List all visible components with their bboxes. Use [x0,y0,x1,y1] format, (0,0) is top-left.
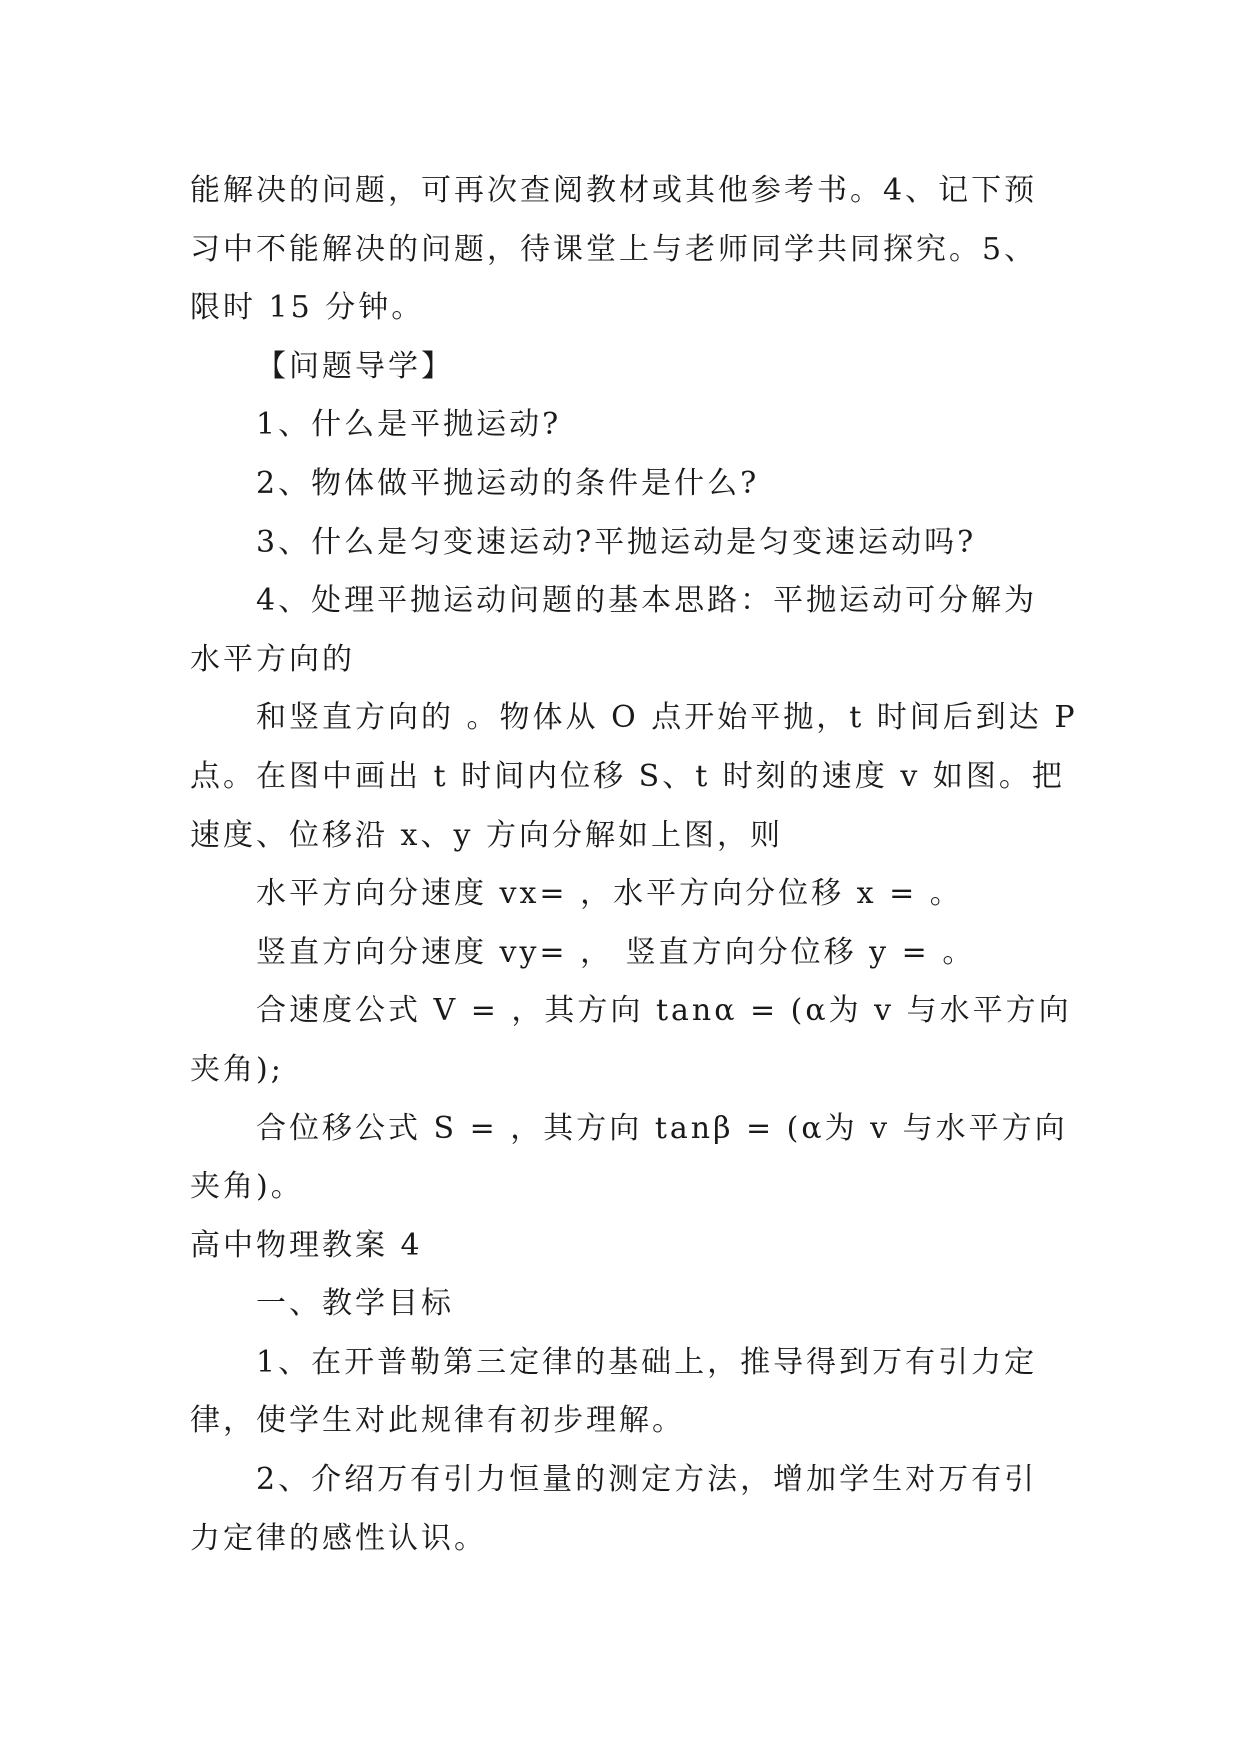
question-item: 4、处理平抛运动问题的基本思路：平抛运动可分解为 [256,583,1038,619]
document-body [190,162,1078,1568]
formula-line: 合速度公式 V = ，其方向 tanα = (α为 v 与水平方向 [256,993,1072,1029]
formula-line: 水平方向分速度 vx= ，水平方向分位移 x = 。 [256,876,963,912]
formula-line: 合位移公式 S = ，其方向 tanβ = (α为 v 与水平方向 [256,1110,1068,1146]
paragraph-line: 习中不能解决的问题，待课堂上与老师同学共同探究。5、 [190,231,1038,267]
question-item: 2、物体做平抛运动的条件是什么? [256,465,760,501]
objective-item: 2、介绍万有引力恒量的测定方法，增加学生对万有引 [256,1462,1038,1498]
section-heading: 【问题导学】 [256,348,454,384]
section-heading: 一、教学目标 [256,1286,454,1322]
paragraph-line: 夹角); [190,1051,284,1087]
question-item: 1、什么是平抛运动? [256,407,562,443]
paragraph-line: 点。在图中画出 t 时间内位移 S、t 时刻的速度 v 如图。把 [190,758,1065,794]
question-item: 3、什么是匀变速运动?平抛运动是匀变速运动吗? [256,524,977,560]
objective-item: 1、在开普勒第三定律的基础上，推导得到万有引力定 [256,1344,1038,1380]
paragraph-line: 力定律的感性认识。 [190,1520,487,1556]
paragraph-line: 限时 15 分钟。 [190,290,425,326]
paragraph-line: 速度、位移沿 x、y 方向分解如上图，则 [190,817,783,853]
paragraph-line: 和竖直方向的 。物体从 O 点开始平抛，t 时间后到达 P [256,700,1078,736]
paragraph-line: 能解决的问题，可再次查阅教材或其他参考书。4、记下预 [190,173,1038,208]
section-title: 高中物理教案 4 [190,1227,423,1263]
paragraph-line: 水平方向的 [190,641,355,677]
formula-line: 竖直方向分速度 vy= ， 竖直方向分位移 y = 。 [256,934,976,970]
paragraph-line: 律，使学生对此规律有初步理解。 [190,1403,685,1439]
paragraph-line: 夹角)。 [190,1169,304,1205]
